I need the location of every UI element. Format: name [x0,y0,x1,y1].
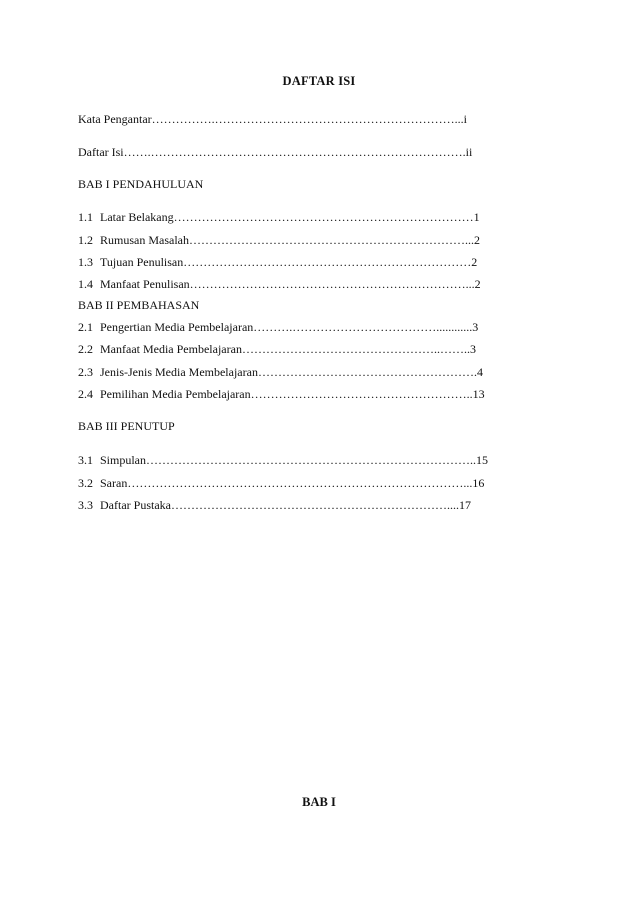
toc-entry-1-1 [78,210,480,224]
toc-entry-number: 3.2 [78,476,93,490]
toc-entry-number: 3.1 [78,453,93,467]
toc-entry-3-1 [78,453,488,467]
toc-entry-1-4 [78,277,481,291]
toc-entry-text: Daftar Pustaka……………………………………………………………....17 [100,498,471,512]
toc-entry-number: 3.3 [78,498,93,512]
toc-entry-text: Latar Belakang…………………………………………………………………1 [100,210,480,224]
toc-entry-number: 2.3 [78,365,93,379]
toc-entry-2-4 [78,387,485,401]
toc-heading-bab-2: BAB II PEMBAHASAN [78,298,200,312]
toc-entry-2-1 [78,320,478,334]
toc-entry-number: 2.1 [78,320,93,334]
next-section-heading: BAB I [302,795,336,809]
toc-entry-number: 1.3 [78,255,93,269]
toc-entry-1-2 [78,233,480,247]
toc-entry-number: 1.4 [78,277,93,291]
toc-entry-text: Rumusan Masalah……………………………………………………………...2 [100,233,480,247]
toc-heading-bab-3: BAB III PENUTUP [78,419,175,433]
toc-entry-text: Simpulan………………………………………………………………………..15 [100,453,489,467]
toc-entry-text: Pengertian Media Pembelajaran……….………………………………............3 [100,320,479,334]
toc-entry-text: Saran…………………………………………………………………………...16 [100,476,485,490]
toc-entry-number: 2.4 [78,387,93,401]
toc-entry-number: 2.2 [78,342,93,356]
toc-entry-text: Manfaat Penulisan……………………………………………………………...2 [100,277,481,291]
page-title: DAFTAR ISI [282,74,356,88]
toc-entry-2-2 [78,342,476,356]
toc-heading-bab-1: BAB I PENDAHULUAN [78,177,204,191]
toc-entry-text: Tujuan Penulisan………………………………………………………………2 [100,255,478,269]
toc-entry-text: Jenis-Jenis Media Membelajaran……………………………………………….4 [100,365,483,379]
toc-entry-text: Pemilihan Media Pembelajaran………………………………………………..13 [100,387,485,401]
toc-entry-3-2 [78,476,484,490]
toc-entry-1-3 [78,255,477,269]
toc-entry-text: Manfaat Media Pembelajaran…………………………………………..……..3 [100,342,476,356]
toc-entry-2-3 [78,365,483,379]
toc-entry-kata-pengantar: Kata Pengantar…………….……………………………………………………...i [78,112,467,126]
toc-entry-number: 1.2 [78,233,93,247]
toc-entry-daftar-isi: Daftar Isi…….…………………………………………………………………….ii [78,145,473,159]
toc-entry-number: 1.1 [78,210,93,224]
toc-entry-3-3 [78,498,471,512]
